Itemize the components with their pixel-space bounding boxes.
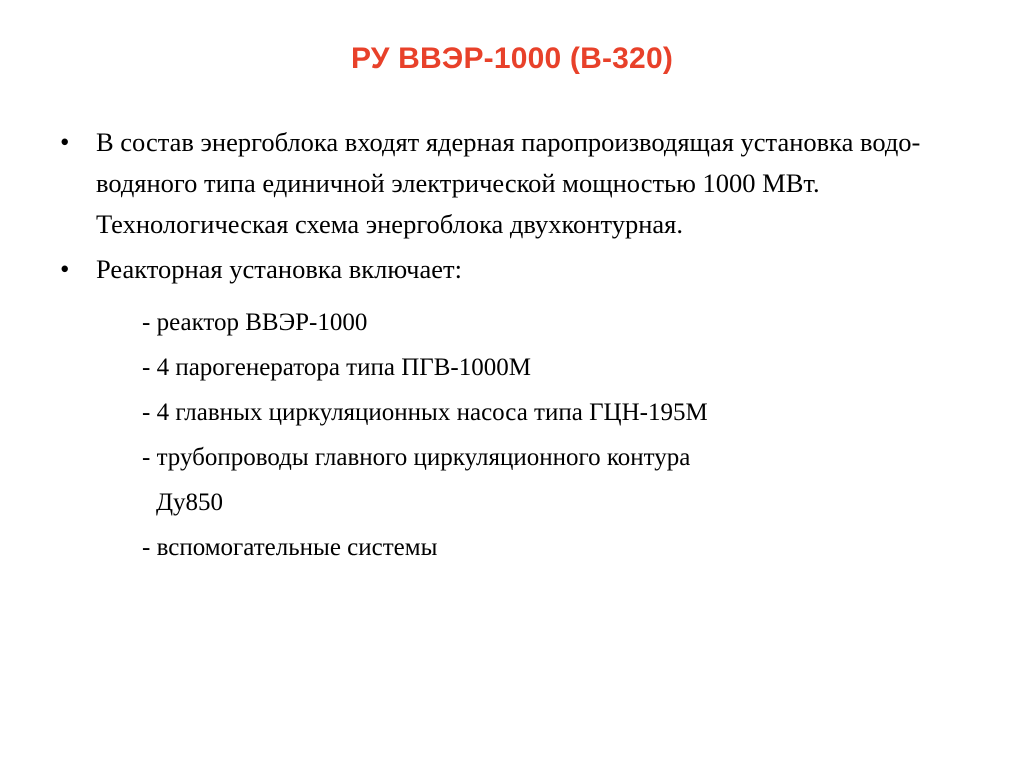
sub-list-item: - трубопроводы главного циркуляционного контура bbox=[142, 444, 691, 471]
sub-list-item: - 4 главных циркуляционных насоса типа ГЦН-195М bbox=[142, 399, 708, 426]
sub-list-item-continuation: Ду850 bbox=[156, 489, 224, 516]
slide-body bbox=[52, 122, 982, 570]
bullet-marker-icon: • bbox=[60, 127, 70, 157]
bullet-marker-icon: • bbox=[60, 254, 70, 284]
sub-list bbox=[52, 300, 982, 570]
list-item-text: В состав энергоблока входят ядерная паропроизводящая установка водо-водяного типа единичной электрической мощностью 1000 МВт. Технологическая схема энергоблока двухконтурная. bbox=[96, 127, 921, 239]
list-item-text: Реакторная установка включает: bbox=[96, 254, 462, 284]
sub-list-item: - вспомогательные системы bbox=[142, 534, 438, 561]
list-item bbox=[52, 249, 982, 290]
page-title: РУ ВВЭР-1000 (В-320) bbox=[350, 42, 674, 75]
list-item bbox=[52, 122, 982, 245]
sub-list-item: - 4 парогенератора типа ПГВ-1000М bbox=[142, 354, 531, 381]
sub-list-item: - реактор ВВЭР-1000 bbox=[142, 309, 368, 336]
